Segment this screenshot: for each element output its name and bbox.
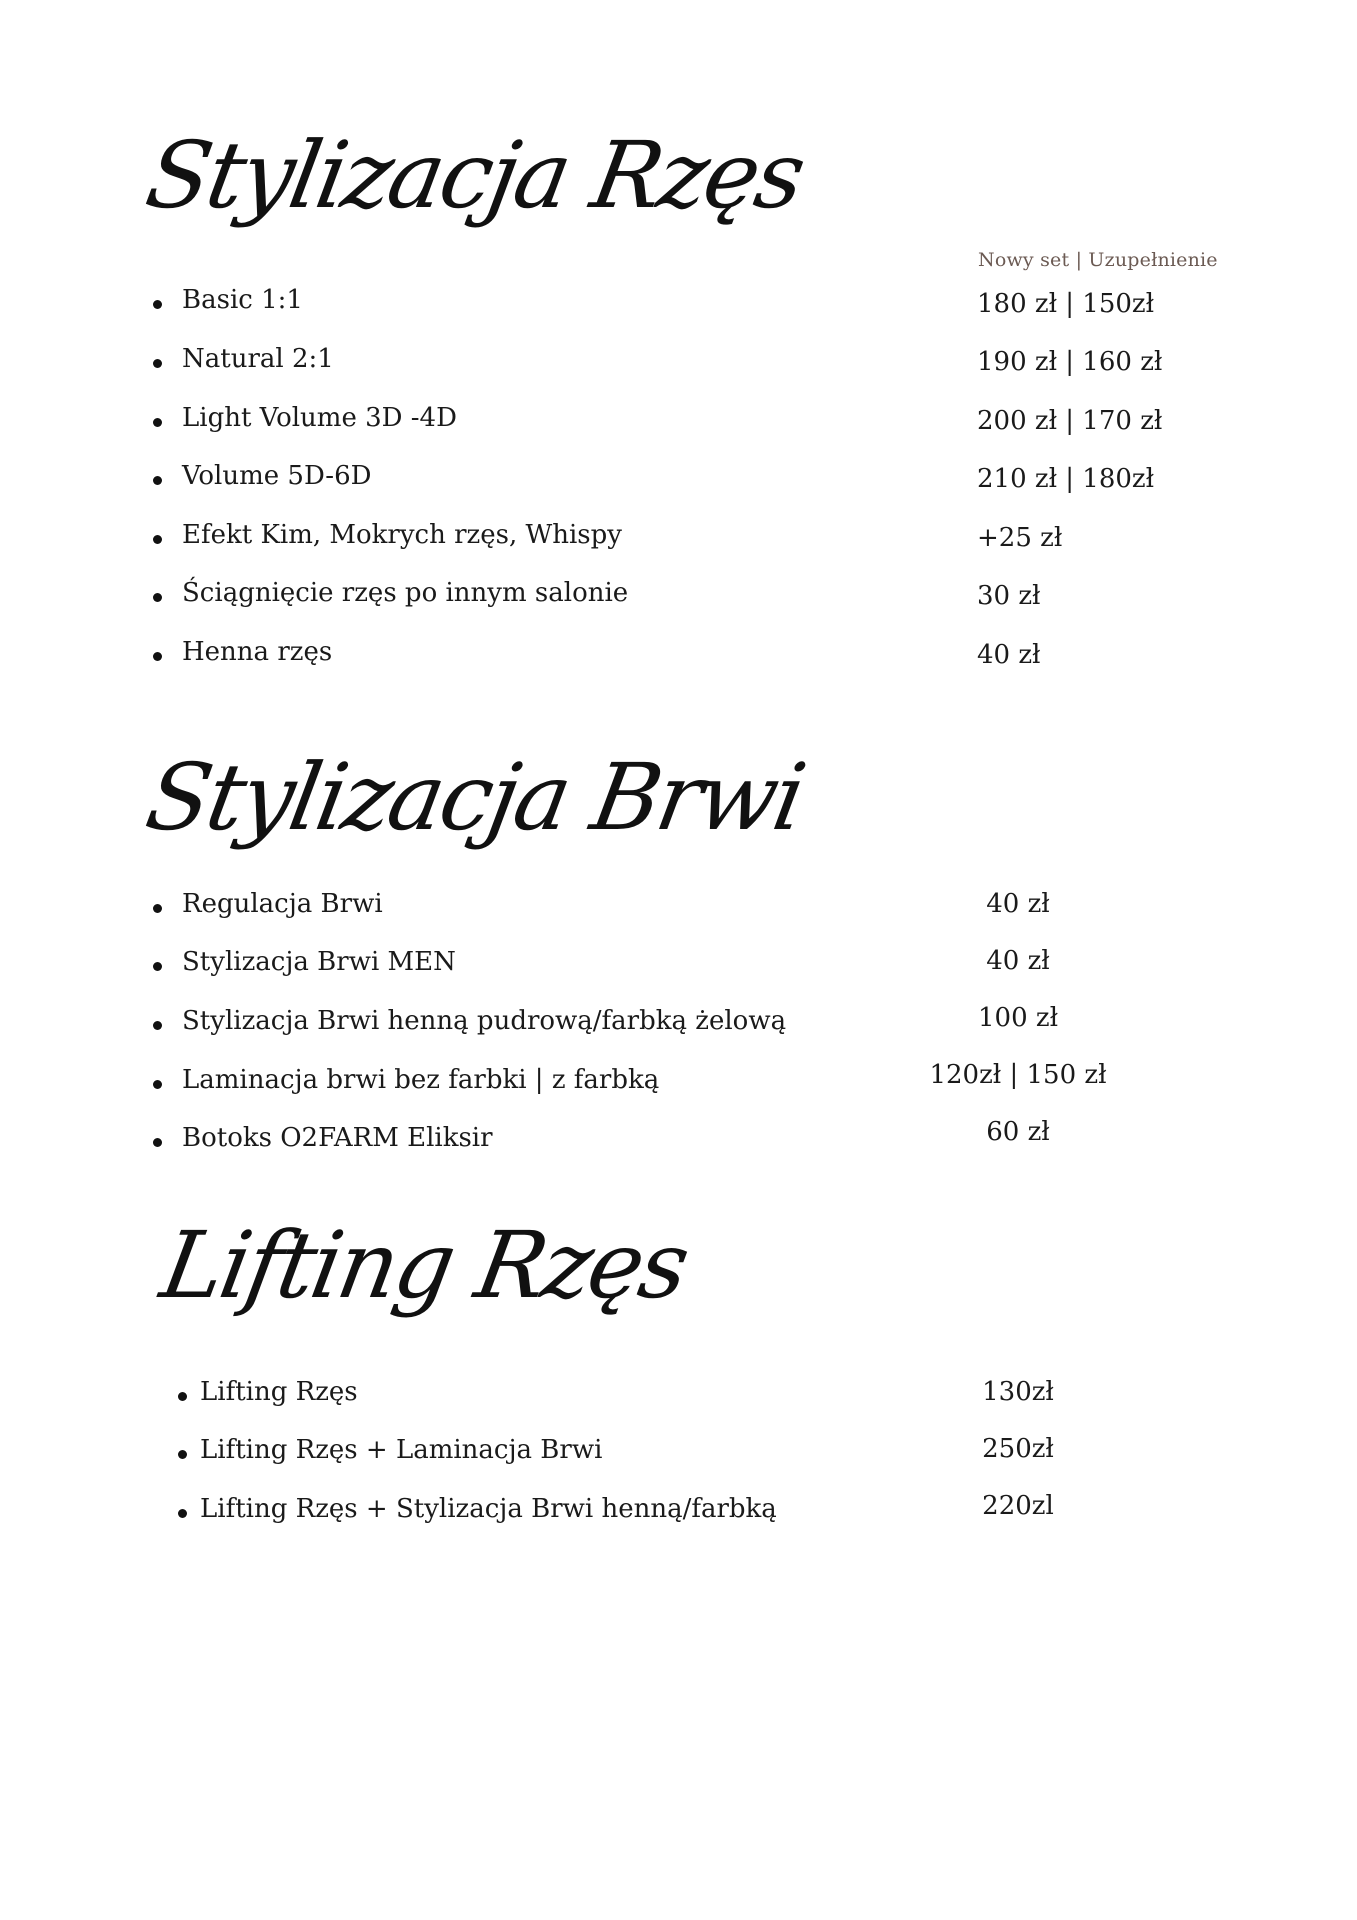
bullet-icon [153, 904, 162, 913]
service-price: 180 zł | 150zł [977, 289, 1155, 319]
service-label: Regulacja Brwi [182, 889, 383, 919]
bullet-icon [153, 1138, 162, 1147]
bullet-icon [153, 1021, 162, 1030]
section-title-stylizacja-brwi: Stylizacja Brwi [138, 744, 811, 851]
bullet-icon [153, 593, 162, 602]
bullet-icon [153, 535, 162, 544]
service-price: 40 zł [986, 889, 1050, 919]
bullet-icon [153, 652, 162, 661]
service-label: Volume 5D-6D [182, 461, 372, 491]
bullet-icon [153, 962, 162, 971]
service-price: 130zł [982, 1377, 1054, 1407]
service-price: 210 zł | 180zł [977, 464, 1155, 494]
bullet-icon [153, 476, 162, 485]
column-header: Nowy set | Uzupełnienie [978, 249, 1218, 271]
service-label: Natural 2:1 [182, 344, 334, 374]
service-label: Ściągnięcie rzęs po innym salonie [182, 578, 629, 608]
service-label: Botoks O2FARM Eliksir [182, 1123, 493, 1153]
service-price: 220zl [982, 1491, 1054, 1521]
section-title-lifting-rzes: Lifting Rzęs [153, 1212, 695, 1319]
service-price: 120zł | 150 zł [929, 1060, 1107, 1090]
service-price: 40 zł [986, 946, 1050, 976]
service-price: 250zł [982, 1434, 1054, 1464]
bullet-icon [178, 1509, 187, 1518]
bullet-icon [153, 418, 162, 427]
service-label: Laminacja brwi bez farbki | z farbką [182, 1065, 660, 1095]
service-label: Basic 1:1 [182, 285, 303, 315]
service-label: Stylizacja Brwi henną pudrową/farbką żelową [182, 1006, 787, 1036]
service-label: Light Volume 3D -4D [182, 403, 457, 433]
service-price: 200 zł | 170 zł [977, 406, 1163, 436]
section-title-stylizacja-rzes: Stylizacja Rzęs [138, 122, 811, 229]
service-label: Efekt Kim, Mokrych rzęs, Whispy [182, 520, 622, 550]
service-price: +25 zł [977, 523, 1063, 553]
service-price: 40 zł [977, 640, 1041, 670]
service-price: 190 zł | 160 zł [977, 347, 1163, 377]
service-label: Lifting Rzęs + Stylizacja Brwi henną/farbką [200, 1494, 777, 1524]
service-price: 100 zł [977, 1003, 1059, 1033]
bullet-icon [153, 1080, 162, 1089]
service-price: 60 zł [986, 1117, 1050, 1147]
service-label: Lifting Rzęs + Laminacja Brwi [200, 1435, 603, 1465]
service-price: 30 zł [977, 581, 1041, 611]
service-label: Henna rzęs [182, 637, 333, 667]
service-label: Lifting Rzęs [200, 1377, 358, 1407]
bullet-icon [178, 1450, 187, 1459]
service-label: Stylizacja Brwi MEN [182, 947, 456, 977]
bullet-icon [178, 1392, 187, 1401]
bullet-icon [153, 300, 162, 309]
bullet-icon [153, 359, 162, 368]
